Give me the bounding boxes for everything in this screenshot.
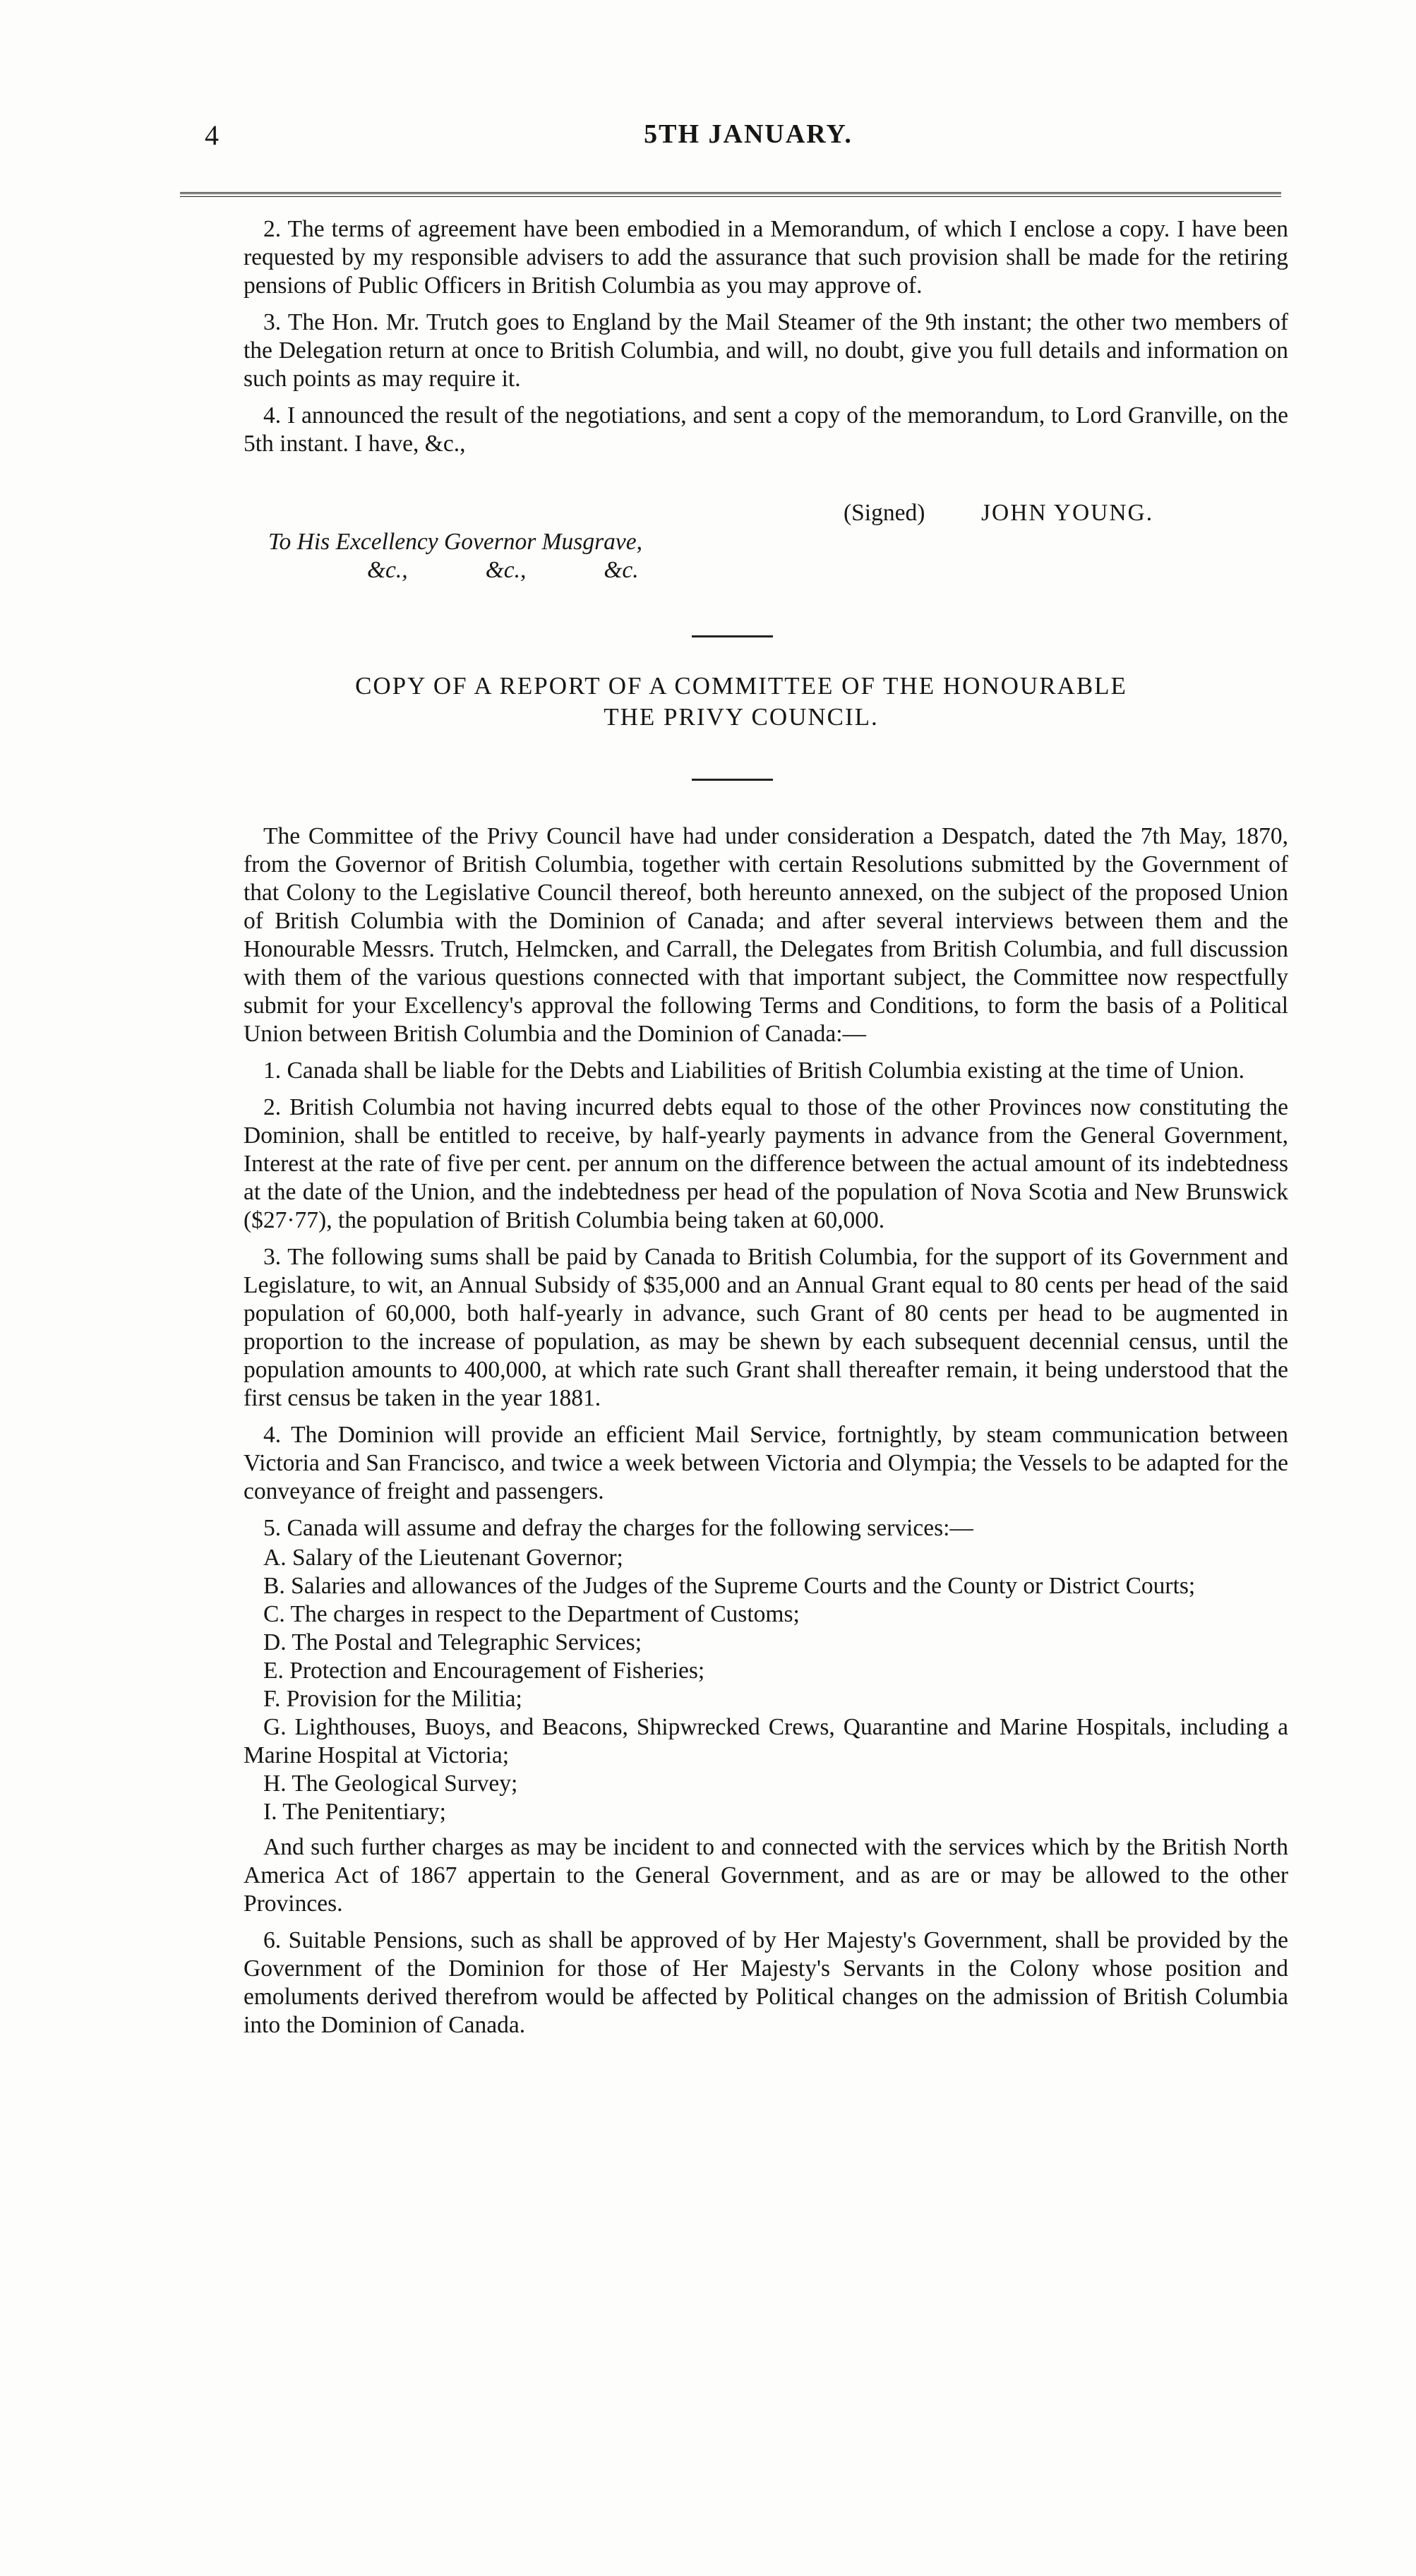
- further-charges-paragraph: And such further charges as may be incident to and connected with the services which by the British North America Act of 1867 appertain to the General Government, and as are or may be allowed to the other Provinces.: [244, 1834, 1288, 1917]
- addressee-etc: [367, 557, 716, 584]
- letter-paragraph: 3. The Hon. Mr. Trutch goes to England by the Mail Steamer of the 9th instant; the other two members of the Delegation return at once to British Columbia, and will, no doubt, give you full details and information on such points as may require it.: [244, 309, 1288, 392]
- service-item: D. The Postal and Telegraphic Services;: [263, 1629, 642, 1655]
- report-body: [244, 822, 1288, 2048]
- signature-name: JOHN YOUNG.: [981, 500, 1154, 526]
- page-number: 4: [205, 119, 219, 151]
- letter-paragraph: 4. I announced the result of the negotiations, and sent a copy of the memorandum, to Lord Granville, on the 5th instant. I have, &c.,: [244, 402, 1288, 457]
- service-item: I. The Penitentiary;: [263, 1799, 446, 1825]
- service-item: A. Salary of the Lieutenant Governor;: [263, 1545, 623, 1571]
- term-item: 6. Suitable Pensions, such as shall be approved of by Her Majesty's Government, shall be provided by the Government of the Dominion for those of Her Majesty's Servants in the Colony whose position and emoluments derived therefrom would be affected by Political changes on the admission of British Columbia into the Dominion of Canada.: [244, 1927, 1288, 2038]
- term-item: 4. The Dominion will provide an efficient Mail Service, fortnightly, by steam communication between Victoria and San Francisco, and twice a week between Victoria and Olympia; the Vessels to be adapted for the conveyance of freight and passengers.: [244, 1422, 1288, 1504]
- report-intro: The Committee of the Privy Council have had under consideration a Despatch, dated the 7th May, 1870, from the Governor of British Columbia, together with certain Resolutions submitted by the Government of that Colony to the Legislative Council thereof, both hereunto annexed, on the subject of the proposed Union of British Columbia with the Dominion of Canada; and after several interviews between them and the Honourable Messrs. Trutch, Helmcken, and Carrall, the Delegates from British Columbia, and full discussion with them of the various questions connected with that important subject, the Committee now respectfully submit for your Excellency's approval the following Terms and Conditions, to form the basis of a Political Union between British Columbia and the Dominion of Canada:—: [244, 823, 1288, 1047]
- service-item: H. The Geological Survey;: [263, 1771, 518, 1797]
- section-divider: [692, 635, 773, 637]
- service-item: C. The charges in respect to the Department of Customs;: [263, 1601, 800, 1627]
- term-item: 3. The following sums shall be paid by Canada to British Columbia, for the support of its Government and Legislature, to wit, an Annual Subsidy of $35,000 and an Annual Grant equal to 80 cents per head of the said population of 60,000, both half-yearly in advance, such Grant of 80 cents per head to be augmented in proportion to the increase of population, as may be shewn by each subsequent decennial census, until the population amounts to 400,000, at which rate such Grant shall thereafter remain, it being understood that the first census be taken in the year 1881.: [244, 1244, 1288, 1411]
- term-item: 1. Canada shall be liable for the Debts and Liabilities of British Columbia existing at the time of Union.: [263, 1058, 1244, 1084]
- service-item: F. Provision for the Militia;: [263, 1686, 522, 1712]
- etc-2: &c.,: [485, 557, 527, 583]
- services-list: [244, 1544, 1288, 1826]
- service-item: E. Protection and Encouragement of Fisheries;: [263, 1658, 705, 1684]
- addressee: To His Excellency Governor Musgrave,: [268, 529, 642, 555]
- letter-body: [244, 215, 1288, 467]
- etc-1: &c.,: [367, 557, 408, 583]
- report-title-line-1: COPY OF A REPORT OF A COMMITTEE OF THE HONOURABLE: [355, 672, 1127, 700]
- signature-block: [244, 499, 1288, 584]
- page-header: [205, 119, 1292, 168]
- service-item: B. Salaries and allowances of the Judges of the Supreme Courts and the County or District Courts;: [263, 1573, 1196, 1599]
- report-title-line-2: THE PRIVY COUNCIL.: [604, 703, 879, 731]
- header-rule: [180, 192, 1281, 197]
- signature-label: (Signed): [844, 500, 925, 526]
- title-divider: [692, 779, 773, 781]
- service-item: G. Lighthouses, Buoys, and Beacons, Shipwrecked Crews, Quarantine and Marine Hospitals, including a Marine Hospital at Victoria;: [244, 1714, 1288, 1768]
- etc-3: &c.: [604, 557, 639, 583]
- running-head: 5TH JANUARY.: [644, 119, 853, 149]
- letter-paragraph: 2. The terms of agreement have been embodied in a Memorandum, of which I enclose a copy. I have been requested by my responsible advisers to add the assurance that such provision shall be made for the retiring pensions of Public Officers in British Columbia as you may approve of.: [244, 216, 1288, 299]
- report-title: [212, 671, 1271, 733]
- term-item: 2. British Columbia not having incurred debts equal to those of the other Provinces now constituting the Dominion, shall be entitled to receive, by half-yearly payments in advance from the General Government, Interest at the rate of five per cent. per annum on the difference between the actual amount of its indebtedness at the date of the Union, and the indebtedness per head of the population of Nova Scotia and New Brunswick ($27·77), the population of British Columbia being taken at 60,000.: [244, 1094, 1288, 1233]
- term-item: 5. Canada will assume and defray the charges for the following services:—: [263, 1515, 973, 1541]
